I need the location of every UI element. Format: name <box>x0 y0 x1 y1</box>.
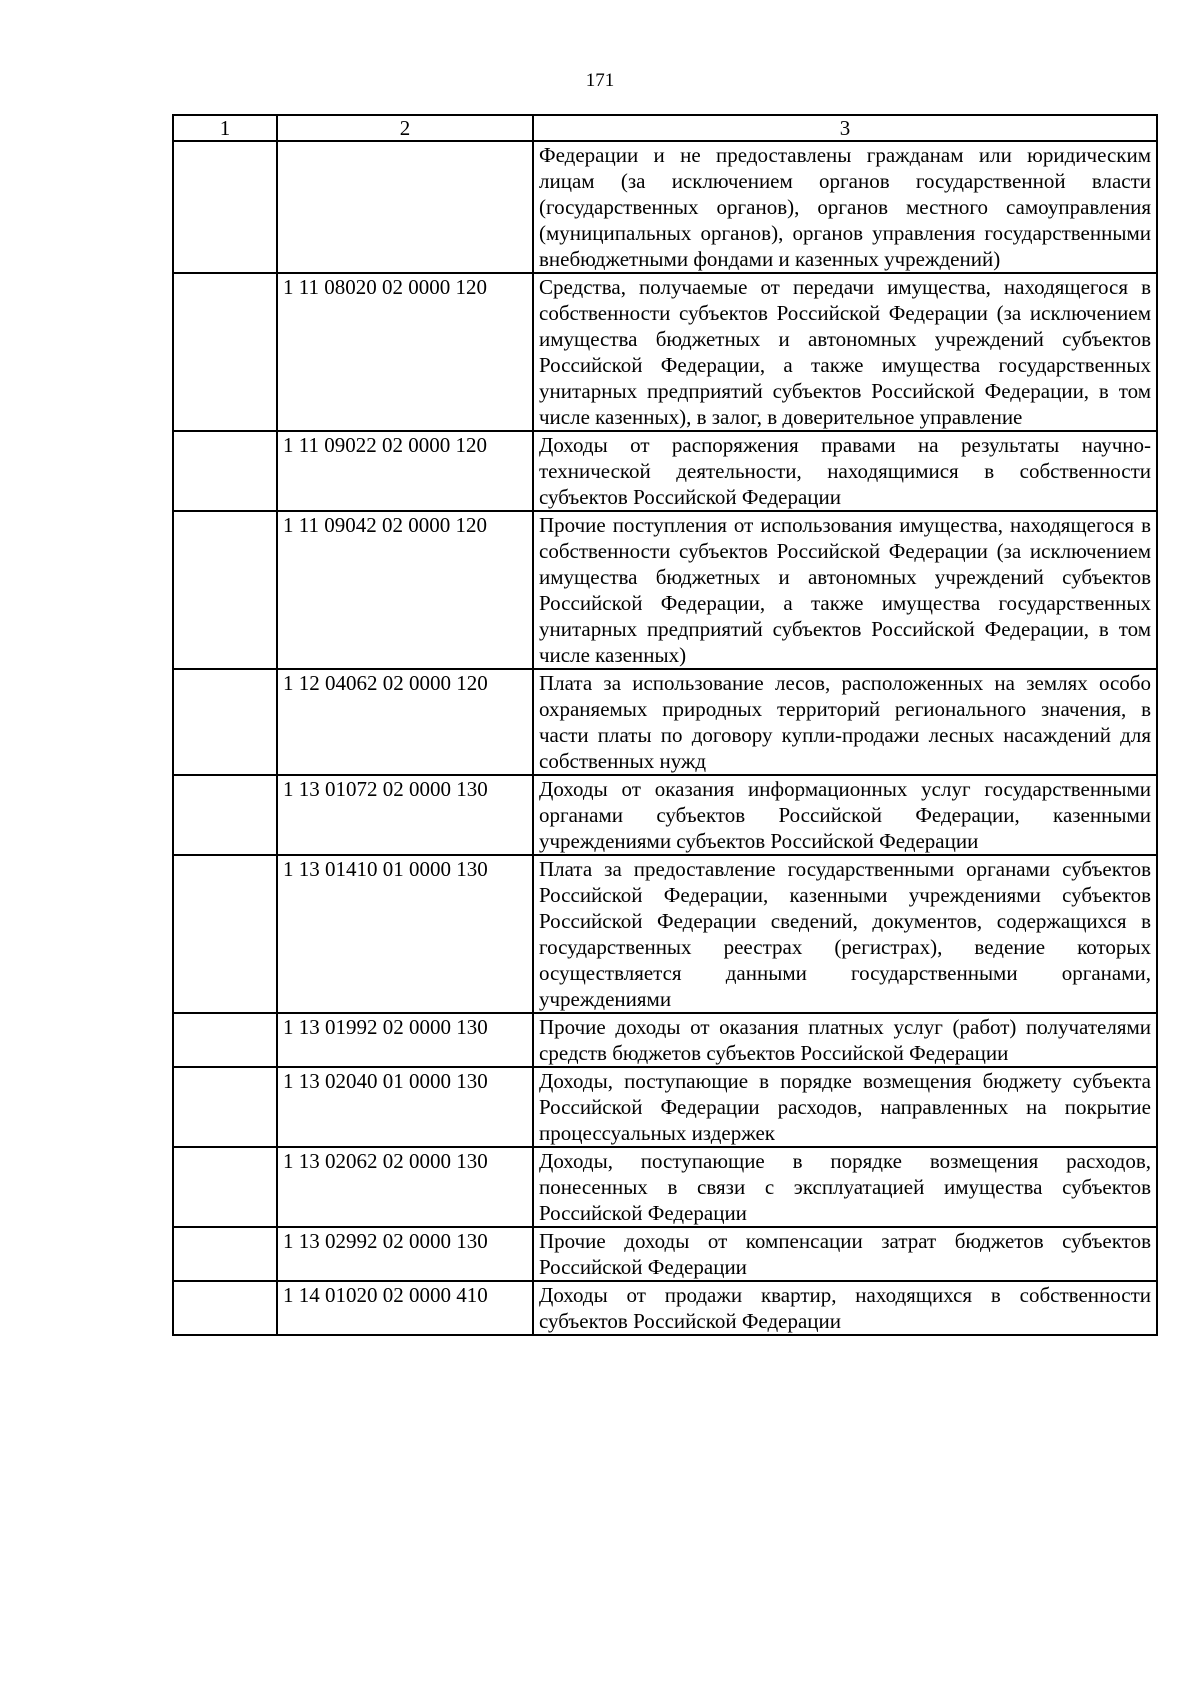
revenue-code-cell <box>277 141 533 273</box>
revenue-description-cell: Доходы от продажи квартир, находящихся в собственности субъектов Российской Федерации <box>533 1281 1157 1335</box>
table-body <box>173 141 1157 1335</box>
table-row <box>173 431 1157 511</box>
revenue-code-cell: 1 13 01072 02 0000 130 <box>277 775 533 855</box>
row-col1-cell <box>173 1067 277 1147</box>
revenue-description-cell: Доходы, поступающие в порядке возмещения расходов, понесенных в связи с эксплуатацией имущества субъектов Российской Федерации <box>533 1147 1157 1227</box>
table-row <box>173 511 1157 669</box>
table-row <box>173 273 1157 431</box>
revenue-code-cell: 1 14 01020 02 0000 410 <box>277 1281 533 1335</box>
row-col1-cell <box>173 1147 277 1227</box>
table-row <box>173 1013 1157 1067</box>
row-col1-cell <box>173 141 277 273</box>
table-row <box>173 1227 1157 1281</box>
row-col1-cell <box>173 1281 277 1335</box>
table-header-row <box>173 115 1157 141</box>
row-col1-cell <box>173 775 277 855</box>
table-row <box>173 669 1157 775</box>
table-row <box>173 1147 1157 1227</box>
revenue-code-cell: 1 13 02062 02 0000 130 <box>277 1147 533 1227</box>
revenue-code-cell: 1 12 04062 02 0000 120 <box>277 669 533 775</box>
revenue-description-cell: Плата за использование лесов, расположенных на землях особо охраняемых природных территорий регионального значения, в части платы по договору купли-продажи лесных насаждений для собственных нужд <box>533 669 1157 775</box>
revenue-code-cell: 1 11 09042 02 0000 120 <box>277 511 533 669</box>
revenue-description-cell: Доходы, поступающие в порядке возмещения бюджету субъекта Российской Федерации расходов, направленных на покрытие процессуальных издержек <box>533 1067 1157 1147</box>
revenue-description-cell: Прочие поступления от использования имущества, находящегося в собственности субъектов Российской Федерации (за исключением имущества бюджетных и автономных учреждений субъектов Российской Федерации, а также имущества государственных унитарных предприятий субъектов Российской Федерации, в том числе казенных) <box>533 511 1157 669</box>
revenue-description-cell: Федерации и не предоставлены гражданам или юридическим лицам (за исключением органов государственной власти (государственных органов), органов местного самоуправления (муниципальных органов), органов управления государственными внебюджетными фондами и казенных учреждений) <box>533 141 1157 273</box>
revenue-description-cell: Плата за предоставление государственными органами субъектов Российской Федерации, казенными учреждениями субъектов Российской Федерации сведений, документов, содержащихся в государственных реестрах (регистрах), ведение которых осуществляется данными государственными органами, учреждениями <box>533 855 1157 1013</box>
revenue-code-cell: 1 11 08020 02 0000 120 <box>277 273 533 431</box>
page-number: 171 <box>585 70 615 91</box>
revenue-code-cell: 1 13 01992 02 0000 130 <box>277 1013 533 1067</box>
revenue-description-cell: Прочие доходы от оказания платных услуг (работ) получателями средств бюджетов субъектов Российской Федерации <box>533 1013 1157 1067</box>
row-col1-cell <box>173 1013 277 1067</box>
column-header-2: 2 <box>277 115 533 141</box>
revenue-description-cell: Прочие доходы от компенсации затрат бюджетов субъектов Российской Федерации <box>533 1227 1157 1281</box>
revenue-description-cell: Доходы от распоряжения правами на результаты научно-технической деятельности, находящимися в собственности субъектов Российской Федерации <box>533 431 1157 511</box>
row-col1-cell <box>173 431 277 511</box>
table-row <box>173 1067 1157 1147</box>
column-header-1: 1 <box>173 115 277 141</box>
row-col1-cell <box>173 273 277 431</box>
table-row <box>173 775 1157 855</box>
budget-classification-table <box>172 114 1158 1336</box>
revenue-code-cell: 1 13 02040 01 0000 130 <box>277 1067 533 1147</box>
table-row <box>173 855 1157 1013</box>
table-row <box>173 1281 1157 1335</box>
row-col1-cell <box>173 1227 277 1281</box>
revenue-description-cell: Средства, получаемые от передачи имущества, находящегося в собственности субъектов Российской Федерации (за исключением имущества бюджетных и автономных учреждений субъектов Российской Федерации, а также имущества государственных унитарных предприятий субъектов Российской Федерации, в том числе казенных), в залог, в доверительное управление <box>533 273 1157 431</box>
row-col1-cell <box>173 511 277 669</box>
revenue-code-cell: 1 11 09022 02 0000 120 <box>277 431 533 511</box>
revenue-code-cell: 1 13 02992 02 0000 130 <box>277 1227 533 1281</box>
column-header-3: 3 <box>533 115 1157 141</box>
row-col1-cell <box>173 669 277 775</box>
revenue-description-cell: Доходы от оказания информационных услуг государственными органами субъектов Российской Федерации, казенными учреждениями субъектов Российской Федерации <box>533 775 1157 855</box>
revenue-code-cell: 1 13 01410 01 0000 130 <box>277 855 533 1013</box>
table-row <box>173 141 1157 273</box>
row-col1-cell <box>173 855 277 1013</box>
